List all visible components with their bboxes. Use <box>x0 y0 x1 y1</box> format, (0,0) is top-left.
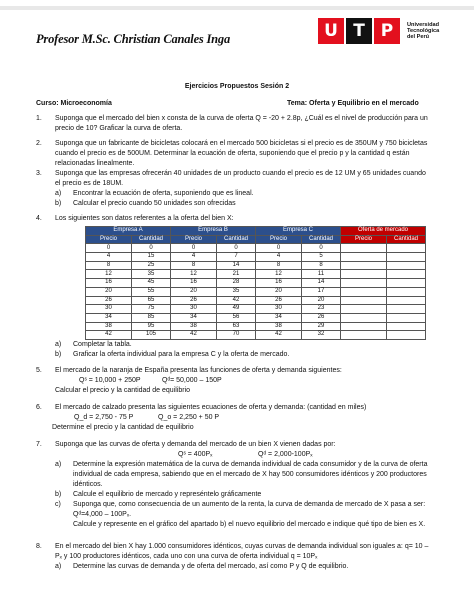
table-cell <box>341 253 387 262</box>
table-cell <box>341 305 387 314</box>
page-title: Ejercicios Propuestos Sesión 2 <box>184 83 290 90</box>
table-cell <box>387 322 426 331</box>
sub-item-text: Determine las curvas de demanda y de oferta del mercado, así como P y Q de equilibrio. <box>73 563 349 570</box>
table-cell: 14 <box>217 261 256 270</box>
question-line: Suponga que las curvas de oferta y demanda del mercado de un bien X vienen dadas por: <box>55 441 336 448</box>
table-cell: 12 <box>171 270 217 279</box>
table-group-header: Empresa C <box>256 227 341 236</box>
table-row <box>86 296 426 305</box>
topic-label: Tema: Oferta y Equilibrio en el mercado <box>287 100 419 107</box>
table-cell: 38 <box>86 322 132 331</box>
sub-item-text: individual de cada empresa, sabiendo que en el mercado de X hay 500 consumidores idénticos y 200 productores <box>73 471 427 478</box>
table-cell <box>387 287 426 296</box>
table-cell: 38 <box>171 322 217 331</box>
table-cell: 34 <box>256 313 302 322</box>
sub-item-letter: b) <box>55 351 62 358</box>
sub-item-text: Graficar la oferta individual para la empresa C y la oferta de mercado. <box>73 351 290 358</box>
table-cell: 26 <box>171 296 217 305</box>
table-cell: 42 <box>86 331 132 340</box>
table-group-header: Oferta de mercado <box>341 227 426 236</box>
table-cell <box>387 261 426 270</box>
item-number: 2. <box>36 140 42 147</box>
table-cell: 8 <box>256 261 302 270</box>
table-cell: 26 <box>302 313 341 322</box>
item-number: 5. <box>36 367 42 374</box>
demand-equation: Q_d = 2,750 - 75 P <box>74 414 134 421</box>
table-cell: 29 <box>302 322 341 331</box>
question-line: el precio es de 18UM. <box>55 180 124 187</box>
table-row <box>86 279 426 288</box>
table-cell: 21 <box>217 270 256 279</box>
table-cell: 26 <box>86 296 132 305</box>
table-cell: 35 <box>132 270 171 279</box>
table-subheader: Cantidad <box>217 235 256 244</box>
logo-letter-p: P <box>374 18 400 44</box>
table-cell: 28 <box>217 279 256 288</box>
table-cell: 0 <box>256 244 302 253</box>
sub-item-letter: a) <box>55 461 62 468</box>
supply-equation: Qˢ = 10,000 + 250P <box>79 377 141 384</box>
teacher-name: Profesor M.Sc. Christian Canales Inga <box>36 32 231 46</box>
table-cell: 17 <box>302 287 341 296</box>
table-subheader-row <box>86 235 426 244</box>
table-cell <box>341 313 387 322</box>
table-row <box>86 331 426 340</box>
table-cell: 11 <box>302 270 341 279</box>
table-cell: 23 <box>302 305 341 314</box>
table-cell: 30 <box>256 305 302 314</box>
logo-letter-u: U <box>318 18 344 44</box>
table-row <box>86 322 426 331</box>
sub-item-text: Calcule el equilibrio de mercado y represéntelo gráficamente <box>73 491 262 498</box>
table-cell: 15 <box>132 253 171 262</box>
table-cell <box>387 279 426 288</box>
table-group-header: Empresa A <box>86 227 171 236</box>
table-cell: 34 <box>86 313 132 322</box>
table-cell: 42 <box>217 296 256 305</box>
table-cell: 65 <box>132 296 171 305</box>
table-cell: 35 <box>217 287 256 296</box>
table-cell: 25 <box>132 261 171 270</box>
table-cell <box>341 279 387 288</box>
supply-table <box>85 226 426 340</box>
table-cell: 20 <box>256 287 302 296</box>
table-cell <box>341 296 387 305</box>
logo-text-line: Tecnológica <box>407 27 440 34</box>
table-subheader: Cantidad <box>387 235 426 244</box>
table-cell: 16 <box>256 279 302 288</box>
table-cell: 38 <box>256 322 302 331</box>
table-cell: 0 <box>302 244 341 253</box>
question-line: El mercado de calzado presenta las siguientes ecuaciones de oferta y demanda: (cantidad en miles) <box>55 404 367 411</box>
sub-item-text: Completar la tabla. <box>73 341 132 348</box>
utp-logo <box>318 18 439 44</box>
table-cell: 12 <box>86 270 132 279</box>
table-cell: 30 <box>86 305 132 314</box>
table-row <box>86 244 426 253</box>
question-line: Pₓ y 100 productores idénticos, cada uno con una curva de oferta individual q = 10Pₓ <box>55 553 318 560</box>
table-row <box>86 253 426 262</box>
table-cell <box>387 296 426 305</box>
sub-item-text: idénticos. <box>73 481 103 488</box>
course-label: Curso: Microeconomía <box>36 100 112 107</box>
item-number: 7. <box>36 441 42 448</box>
table-subheader: Precio <box>341 235 387 244</box>
table-cell: 4 <box>86 253 132 262</box>
table-row <box>86 305 426 314</box>
table-cell <box>341 261 387 270</box>
table-cell: 56 <box>217 313 256 322</box>
table-cell: 12 <box>256 270 302 279</box>
table-cell <box>387 331 426 340</box>
table-cell <box>341 270 387 279</box>
table-cell: 55 <box>132 287 171 296</box>
table-cell: 0 <box>171 244 217 253</box>
question-line: Suponga que las empresas ofrecerán 40 unidades de un producto cuando el precio es de 12 UM y 65 unidades cuando <box>55 170 426 177</box>
table-cell: 20 <box>171 287 217 296</box>
table-cell: 8 <box>171 261 217 270</box>
sub-item-text: Calcule y represente en el gráfico del apartado b) el nuevo equilibrio del mercado e indique qué tipo de bien es X. <box>73 521 426 528</box>
table-cell <box>341 322 387 331</box>
table-cell: 16 <box>86 279 132 288</box>
table-cell <box>341 244 387 253</box>
table-cell: 16 <box>171 279 217 288</box>
table-subheader: Precio <box>256 235 302 244</box>
sub-item-letter: b) <box>55 491 62 498</box>
table-cell <box>387 270 426 279</box>
table-cell: 95 <box>132 322 171 331</box>
question-line: Determine el precio y la cantidad de equilibrio <box>52 424 194 431</box>
table-cell: 75 <box>132 305 171 314</box>
sub-item-text: Suponga que, como consecuencia de un aumento de la renta, la curva de demanda de mercado de X pasa a ser: <box>73 501 426 508</box>
table-cell: 20 <box>86 287 132 296</box>
table-subheader: Cantidad <box>132 235 171 244</box>
demand-equation: Qᵈ = 2,000-100Pₓ <box>258 451 313 458</box>
sub-item-letter: b) <box>55 200 62 207</box>
item-number: 4. <box>36 215 42 222</box>
sub-item-text: Calcular el precio cuando 50 unidades son ofrecidas <box>73 200 236 207</box>
supply-equation: Q_o = 2,250 + 50 P <box>158 414 220 421</box>
supply-equation: Qˢ = 400Pₓ <box>178 451 213 458</box>
question-line: Calcular el precio y la cantidad de equilibrio <box>55 387 191 394</box>
table-cell: 0 <box>217 244 256 253</box>
table-cell <box>387 253 426 262</box>
question-line: cuando el precio es de 500UM. Determinar la ecuación de oferta, suponiendo que el precio p y la cantidad q están <box>55 150 410 157</box>
sub-item-letter: a) <box>55 563 62 570</box>
table-cell: 34 <box>171 313 217 322</box>
table-cell: 7 <box>217 253 256 262</box>
sub-item-letter: a) <box>55 190 62 197</box>
table-cell: 4 <box>256 253 302 262</box>
table-cell: 8 <box>86 261 132 270</box>
table-subheader: Cantidad <box>302 235 341 244</box>
question-line: precio de 10? Graficar la curva de oferta. <box>55 125 183 132</box>
table-cell: 5 <box>302 253 341 262</box>
table-row <box>86 287 426 296</box>
table-cell: 70 <box>217 331 256 340</box>
table-cell: 105 <box>132 331 171 340</box>
demand-equation: Qᵈ= 50,000 – 150P <box>162 377 222 384</box>
question-line: relacionadas linealmente. <box>55 160 135 167</box>
table-cell: 85 <box>132 313 171 322</box>
table-cell: 20 <box>302 296 341 305</box>
table-cell <box>341 331 387 340</box>
sub-item-text: Qᵈ=4,000 – 100Pₓ. <box>73 511 132 518</box>
logo-letter-t: T <box>346 18 372 44</box>
sub-item-text: Determine la expresión matemática de la curva de demanda individual de cada consumidor y de la curva de oferta <box>73 461 428 468</box>
table-group-header-row <box>86 227 426 236</box>
sub-item-letter: c) <box>55 501 61 508</box>
table-cell: 0 <box>132 244 171 253</box>
table-row <box>86 270 426 279</box>
question-line: El mercado de la naranja de España presenta las funciones de oferta y demanda siguientes: <box>55 367 342 374</box>
table-subheader: Precio <box>86 235 132 244</box>
table-cell <box>341 287 387 296</box>
question-line: Suponga que el mercado del bien x consta de la curva de oferta Q = -20 + 2.8p, ¿Cuál es el nivel de producción para un <box>55 115 428 122</box>
header-bar <box>0 6 474 10</box>
sub-item-text: Encontrar la ecuación de oferta, suponiendo que es lineal. <box>73 190 254 197</box>
table-cell: 4 <box>171 253 217 262</box>
question-line: En el mercado del bien X hay 1.000 consumidores idénticos, cuyas curvas de demanda individual son iguales a: q= 10 – <box>55 543 429 550</box>
table-group-header: Empresa B <box>171 227 256 236</box>
item-number: 1. <box>36 115 42 122</box>
logo-text <box>407 22 439 41</box>
table-cell: 49 <box>217 305 256 314</box>
table-cell <box>387 305 426 314</box>
table-cell: 45 <box>132 279 171 288</box>
logo-text-line: Universidad <box>407 21 440 28</box>
table-cell <box>387 244 426 253</box>
item-number: 6. <box>36 404 42 411</box>
item-number: 8. <box>36 543 42 550</box>
question-line: Suponga que un fabricante de bicicletas colocará en el mercado 500 bicicletas si el precio es de 350UM y 750 bicicletas <box>55 140 428 147</box>
table-cell: 0 <box>86 244 132 253</box>
table-cell: 32 <box>302 331 341 340</box>
item-number: 3. <box>36 170 42 177</box>
table-subheader: Precio <box>171 235 217 244</box>
table-body <box>86 244 426 340</box>
logo-text-line: del Perú <box>407 34 430 41</box>
table-cell: 42 <box>171 331 217 340</box>
table-cell <box>387 313 426 322</box>
table-cell: 30 <box>171 305 217 314</box>
sub-item-letter: a) <box>55 341 62 348</box>
table-cell: 8 <box>302 261 341 270</box>
question-line: Los siguientes son datos referentes a la oferta del bien X: <box>55 215 234 222</box>
table-cell: 42 <box>256 331 302 340</box>
table-row <box>86 313 426 322</box>
table-cell: 63 <box>217 322 256 331</box>
table-row <box>86 261 426 270</box>
table-cell: 26 <box>256 296 302 305</box>
table-cell: 14 <box>302 279 341 288</box>
